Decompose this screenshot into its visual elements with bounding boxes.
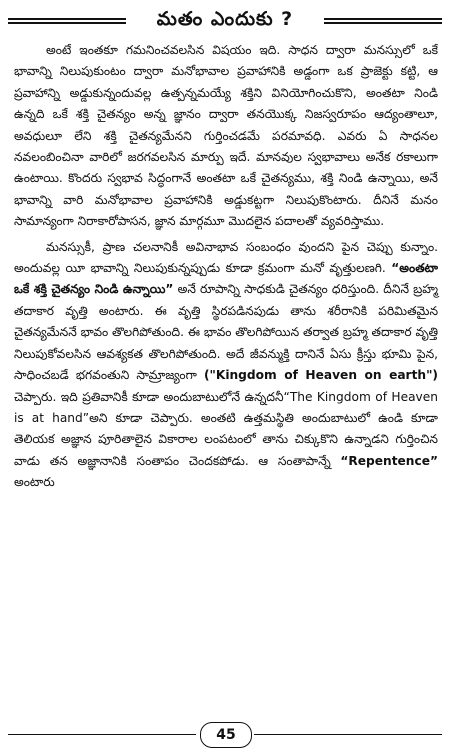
page-number: 45 xyxy=(200,722,252,748)
paragraph-2 xyxy=(14,237,438,494)
paragraph-1 xyxy=(14,40,438,233)
text-segment: చెప్పారు. ఇది ప్రతివానికీ కూడా అందుబాటులోనే ఉన్నదనీ“The Kingdom of Heaven is at hand”అని కూడా చెప్పారు. అంతటి ఉత్తమస్థితి అందుబాటులో ఉండి కూడా తెలియక అజ్ఞాన పూరితాలైన వికారాల లంపటంలో తాను చిక్కుకొని ఉన్నాడని గుర్తించిన వాడు తన అజ్ఞానానికి సంతాపం చెందకపోడు. ఆ సంతాపాన్నే xyxy=(14,389,438,468)
text-segment: అనే రూపాన్ని సాధకుడి చైతన్యం ధరిస్తుంది. దీనినే బ్రహ్మ తదాకార వృత్తి అంటారు. ఈ వృత్తి స్థిరపడినపుడు తాను శరీరానికి పరిమితమైన చైతన్యమేననే భావం తొలగిపోతుంది. ఈ భావం తొలగిపోయిన తర్వాత బ్రహ్మ తదాకార వృత్తి నిలుపుకోవలసిన ఆవశ్యకత తొలగిపోతుంది. అదే జీవన్ముక్తి దానినే ఏసు క్రీస్తు భూమి పైన, సాధించబడే భగవంతుని సామ్రాజ్యంగా xyxy=(14,282,438,383)
bold-repentence: “Repentence” xyxy=(340,453,438,468)
bold-quote: “అంతటా ఒకే శక్తి చైతన్యం నిండి ఉన్నాయి” xyxy=(14,261,438,297)
header-rule-left xyxy=(8,18,126,24)
text-segment: మనస్సుకీ, ప్రాణ చలనానికీ అవినాభావ సంబంధం వుందని పైన చెప్పు కున్నాం. అందువల్ల యీ భావాన్ని నిలుపుకున్నప్పుడు కూడా క్రమంగా మనో వృత్తులణగి. xyxy=(14,239,438,276)
footer-rule-left xyxy=(8,734,196,735)
text-segment: అంటారు xyxy=(14,475,55,490)
page-title: మతం ఎందుకు ? xyxy=(156,8,294,30)
page-header xyxy=(0,4,450,34)
text-segment: అంటే ఇంతకూ గమనించవలసిన విషయం ఇది. సాధన ద్వారా మనస్సులో ఒకే భావాన్ని నిలుపుకుంటం ద్వారా మనోభావాల ప్రవాహానికి అడ్డంగా ఒక ప్రాజెక్టు కట్టి, ఆ ప్రవాహాన్ని అడ్డుకున్నందువల్ల ఉత్పన్నమయ్యే శక్తిని వినియోగించుకొని, అంతటా నిండి ఉన్నది ఒకే శక్తి చైతన్యం అన్న జ్ఞానం ద్వారా తనయొక్క నిజస్వరూపం ఆద్యంతాలూ, అవధులూ లేని శక్తి చైతన్యమేనని గుర్తించడమే పరమావధి. ఎవరు ఏ సాధనల నవలంబించినా వారిలో జరగవలసిన మార్పు ఇదే. మానవుల స్వభావాలు అనేక రకాలుగా ఉంటాయి. కొందరు స్వభావ సిద్ధంగానే అంతటా ఒకే చైతన్యము, శక్తి నిండి ఉన్నాయి, అనే భావాన్ని వారి మనోభావాల ప్రవాహానికి అడ్డుకట్టగా నిలుపుకొంటారు. దీనినే మనం సామాన్యంగా నిరాకారోపాసన, జ్ఞాన మార్గమూ మొదలైన పదాలతో వ్యవరిస్తాము. xyxy=(14,43,438,229)
header-rule-right xyxy=(324,18,442,24)
footer-rule-right xyxy=(254,734,442,735)
page-footer xyxy=(0,722,450,748)
body-text xyxy=(14,40,438,498)
bold-english-phrase: ("Kingdom of Heaven on earth") xyxy=(203,368,438,383)
